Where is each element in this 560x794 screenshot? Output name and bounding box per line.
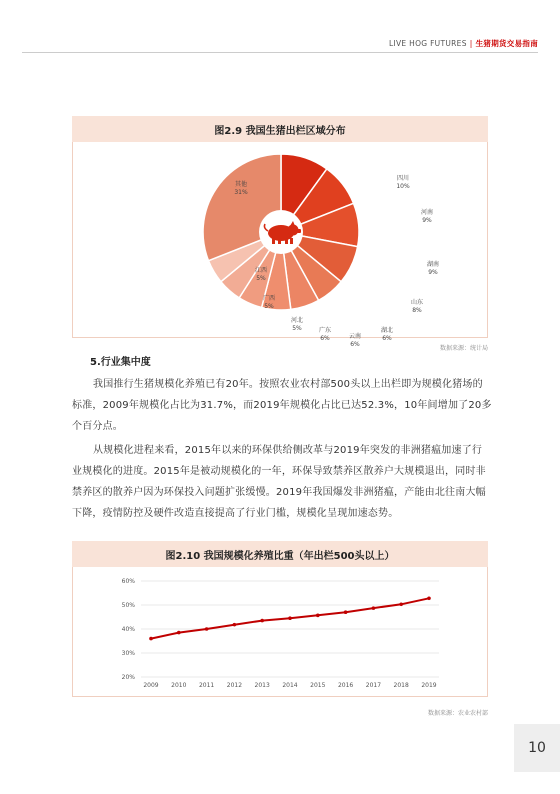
pie-category-label: 广西 — [262, 295, 276, 302]
x-tick-label: 2015 — [310, 682, 326, 689]
x-tick-label: 2019 — [421, 682, 437, 689]
pie-value-label: 5% — [292, 325, 302, 332]
x-tick-label: 2010 — [171, 682, 187, 689]
x-tick-label: 2016 — [337, 682, 354, 689]
pie-category-label: 山东 — [410, 299, 424, 306]
figure2-source: 数据来源：农业农村部 — [427, 710, 488, 717]
pie-category-label: 江西 — [254, 267, 268, 274]
data-point — [427, 596, 431, 600]
data-point — [205, 627, 209, 631]
x-tick-label: 2018 — [393, 682, 409, 689]
data-point — [177, 631, 181, 635]
pie-category-label: 广东 — [318, 327, 332, 334]
page-header — [389, 38, 538, 49]
figure1-source: 数据来源：统计局 — [439, 345, 488, 352]
y-tick-label: 30% — [121, 650, 135, 657]
pie-value-label: 6% — [382, 335, 392, 342]
x-tick-label: 2012 — [226, 682, 243, 689]
data-point — [316, 614, 320, 618]
paragraph-2: 从规模化进程来看，2015年以来的环保供给侧改革与2019年突发的非洲猪瘟加速了行业规模化的进度。2015年是被动规模化的一年，环保导致禁养区散养户大规模退出，同时非禁养区的散养户因为环保投入问题扩张缓慢。2019年我国爆发非洲猪瘟，产能由北往南大幅下降，疫情防控及硬件改造直接提高了行业门槛，规模化呈现加速态势。 — [72, 445, 486, 519]
pie-category-label: 四川 — [396, 175, 410, 182]
pie-category-label: 湖南 — [426, 261, 440, 268]
data-point — [372, 606, 376, 610]
pie-value-label: 5% — [264, 303, 274, 310]
x-tick-label: 2014 — [282, 682, 298, 689]
figure2-title: 图2.10 我国规模化养殖比重（年出栏500头以上） — [72, 541, 488, 567]
figure1-title: 图2.9 我国生猪出栏区域分布 — [72, 116, 488, 142]
pie-value-label: 5% — [256, 275, 266, 282]
paragraph-1: 我国推行生猪规模化养殖已有20年。按照农业农村部500头以上出栏即为规模化猪场的标准，2009年规模化占比为31.7%，而2019年规模化占比已达52.3%，10年间增加了20多个百分点。 — [72, 379, 492, 432]
pie-value-label: 31% — [234, 189, 248, 196]
pie-value-label: 9% — [428, 269, 438, 276]
y-tick-label: 50% — [121, 602, 135, 609]
x-tick-label: 2011 — [198, 682, 215, 689]
y-tick-label: 60% — [121, 578, 135, 585]
pie-value-label: 9% — [422, 217, 432, 224]
x-tick-label: 2017 — [365, 682, 382, 689]
pie-category-label: 云南 — [348, 333, 362, 340]
header-chinese-title: 生猪期货交易指南 — [475, 39, 538, 48]
data-point — [399, 602, 403, 606]
pie-category-label: 河南 — [420, 209, 434, 216]
pie-value-label: 10% — [396, 183, 410, 190]
data-point — [149, 637, 153, 641]
data-point — [288, 616, 292, 620]
page-number: 10 — [514, 724, 560, 772]
x-tick-label: 2009 — [143, 682, 159, 689]
pie-value-label: 6% — [350, 341, 360, 348]
x-tick-label: 2013 — [254, 682, 270, 689]
pie-value-label: 6% — [320, 335, 330, 342]
header-rule — [22, 52, 538, 53]
figure2-box — [72, 567, 488, 697]
y-tick-label: 20% — [121, 674, 135, 681]
data-point — [233, 623, 237, 627]
line-chart — [73, 567, 489, 697]
data-point — [344, 610, 348, 614]
header-separator: | — [469, 39, 473, 48]
header-english-title: LIVE HOG FUTURES — [388, 39, 467, 48]
pie-category-label: 河北 — [290, 317, 304, 324]
section-heading: 5.行业集中度 — [90, 357, 151, 368]
figure1-box — [72, 142, 488, 348]
pie-chart — [73, 142, 489, 348]
y-tick-label: 40% — [121, 626, 135, 633]
pie-category-label: 其他 — [234, 181, 248, 188]
data-point — [260, 619, 264, 623]
pie-category-label: 湖北 — [380, 327, 394, 334]
pie-value-label: 8% — [412, 307, 422, 314]
